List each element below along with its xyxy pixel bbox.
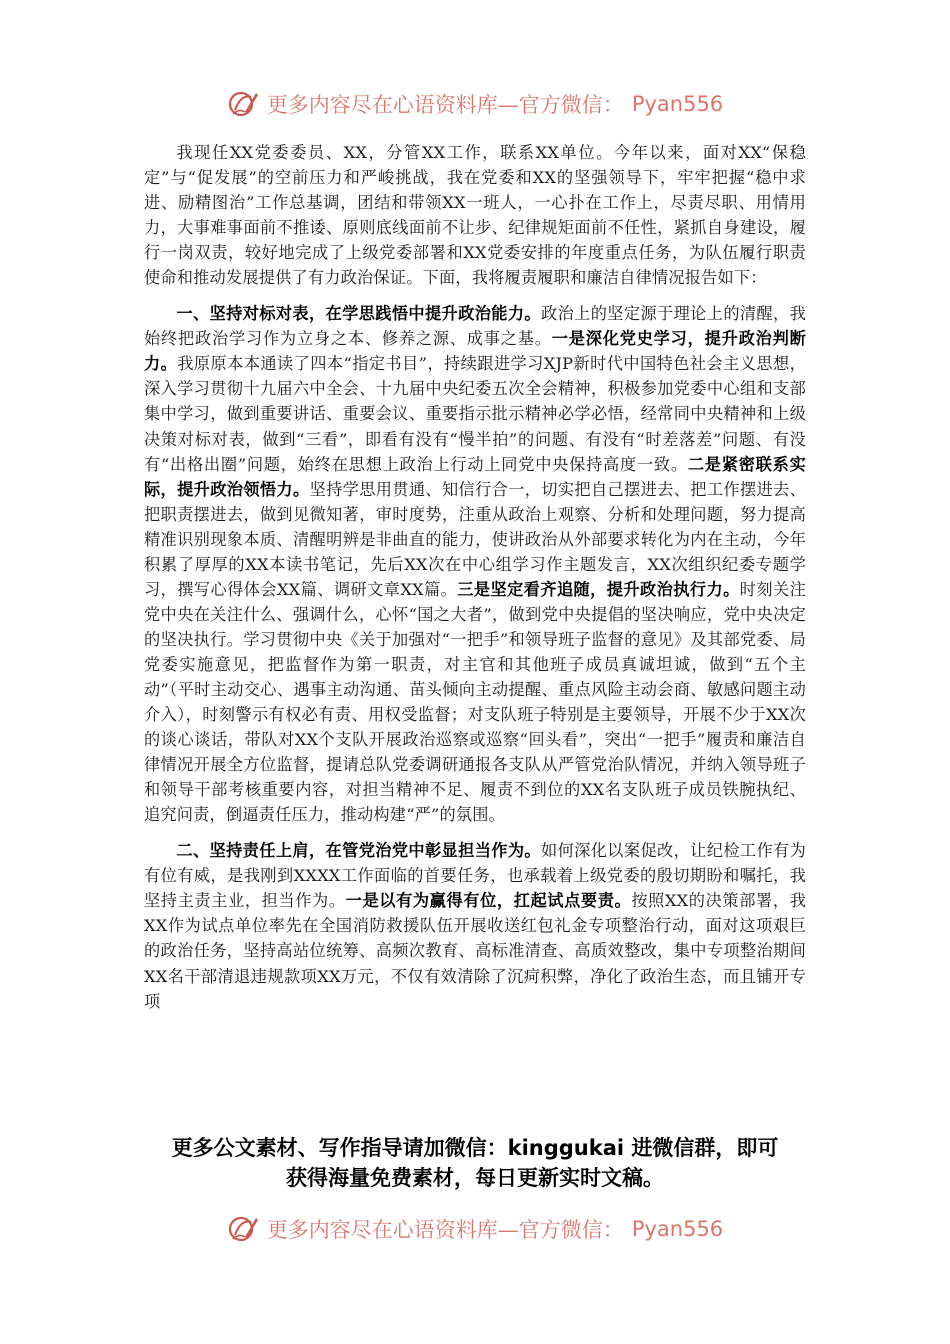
document-body	[144, 140, 806, 1014]
section-1-sub1-text: 我原原本本通读了四本“指定书目”，持续跟进学习XJP新时代中国特色社会主义思想，深入学习贯彻十九届六中全会、十九届中央纪委五次全会精神，积极参加党委中心组和支部集中学习，做到重要讲话、重要会议、重要指示批示精神必学必悟，经常同中央精神和上级决策对标对表，做到“三看”，即看有没有“慢半拍”的问题、有没有“时差落差”问题、有没有“出格出圈”问题，始终在思想上政治上行动上同党中央保持高度一致。	[144, 354, 806, 474]
watermark-text: 更多内容尽在心语资料库—官方微信：	[266, 1218, 624, 1242]
section-1-sub3-heading: 三是坚定看齐追随，提升政治执行力。	[457, 579, 740, 599]
watermark-wechat-id: Pyan556	[631, 1217, 724, 1241]
section-1-sub1-heading: 一是深化党史学习，提升政治判断力。	[144, 329, 806, 374]
watermark-wechat-id: Pyan556	[631, 92, 724, 116]
promo-banner	[0, 1133, 950, 1193]
section-1-sub3-text: 时刻关注党中央在关注什么、强调什么，心怀“国之大者”，做到党中央提倡的坚决响应，党中央决定的坚决执行。学习贯彻中央《关于加强对“一把手”和领导班子监督的意见》及其部党委、局党委实施意见，把监督作为第一职责，对主官和其他班子成员真诚坦诚，做到“五个主动”（平时主动交心、遇事主动沟通、苗头倾向主动提醒、重点风险主动会商、敏感问题主动介入），时刻警示有权必有责、用权受监督；对支队班子特别是主要领导，开展不少于XX次的谈心谈话，带队对XX个支队开展政治巡察或巡察“回头看”，突出“一把手”履责和廉洁自律情况开展全方位监督，提请总队党委调研通报各支队从严管党治队情况，并纳入领导班子和领导干部考核重要内容，对担当精神不足、履责不到位的XX名支队班子成员铁腕执纪、追究问责，倒逼责任压力，推动构建“严”的氛围。	[144, 579, 806, 825]
header-watermark	[0, 84, 950, 124]
section-2-sub1-text: 按照XX的决策部署，我XX作为试点单位率先在全国消防救援队伍开展收送红包礼金专项整治行动，面对这项艰巨的政治任务，坚持高站位统筹、高频次教育、高标准清查、高质效整改，集中专项整治期间XX名干部清退违规款项XX万元，不仅有效清除了沉疴积弊，净化了政治生态，而且铺开专项	[144, 891, 807, 1011]
section-1-heading: 一、坚持对标对表，在学思践悟中提升政治能力。	[176, 304, 542, 324]
section-1-paragraph	[144, 301, 806, 827]
pen-logo-icon	[227, 88, 259, 120]
section-2-sub1-heading: 一是以有为赢得有位，扛起试点要责。	[345, 891, 632, 911]
section-2-paragraph	[144, 838, 806, 1013]
promo-line-2: 获得海量免费素材，每日更新实时文稿。	[286, 1166, 664, 1190]
watermark-text: 更多内容尽在心语资料库—官方微信：	[266, 93, 624, 117]
section-1-sub2-heading: 二是紧密联系实际，提升政治领悟力。	[144, 454, 806, 499]
section-2-intro: 如何深化以案促改，让纪检工作有为有位有威，是我刚到XXXX工作面临的首要任务，也承载着上级党委的殷切期盼和嘱托，我坚持主责主业，担当作为。	[144, 841, 807, 911]
intro-paragraph: 我现任XX党委委员、XX，分管XX工作，联系XX单位。今年以来，面对XX“保稳定”与“促发展”的空前压力和严峻挑战，我在党委和XX的坚强领导下，牢牢把握“稳中求进、励精图治”工作总基调，团结和带领XX一班人，一心扑在工作上，尽责尽职、用情用力，大事难事面前不推诿、原则底线面前不让步、纪律规矩面前不任性，紧抓自身建设，履行一岗双责，较好地完成了上级党委部署和XX党委安排的年度重点任务，为队伍履行职责使命和推动发展提供了有力政治保证。下面，我将履责履职和廉洁自律情况报告如下：	[144, 143, 806, 288]
promo-line-1: 更多公文素材、写作指导请加微信：kinggukai 进微信群，即可	[171, 1136, 779, 1160]
pen-logo-icon	[227, 1213, 259, 1245]
footer-watermark	[0, 1209, 950, 1249]
section-2-heading: 二、坚持责任上肩，在管党治党中彰显担当作为。	[176, 841, 542, 861]
section-1-sub2-text: 坚持学思用贯通、知信行合一，切实把自己摆进去、把工作摆进去、把职责摆进去，做到见微知著，审时度势，注重从政治上观察、分析和处理问题，努力提高精准识别现象本质、清醒明辨是非曲直的能力，使讲政治从外部要求转化为内在主动，今年积累了厚厚的XX本读书笔记，先后XX次在中心组学习作主题发言，XX次组织纪委专题学习，撰写心得体会XX篇、调研文章XX篇。	[144, 479, 807, 599]
section-1-intro: 政治上的坚定源于理论上的清醒，我始终把政治学习作为立身之本、修养之源、成事之基。	[144, 304, 807, 349]
